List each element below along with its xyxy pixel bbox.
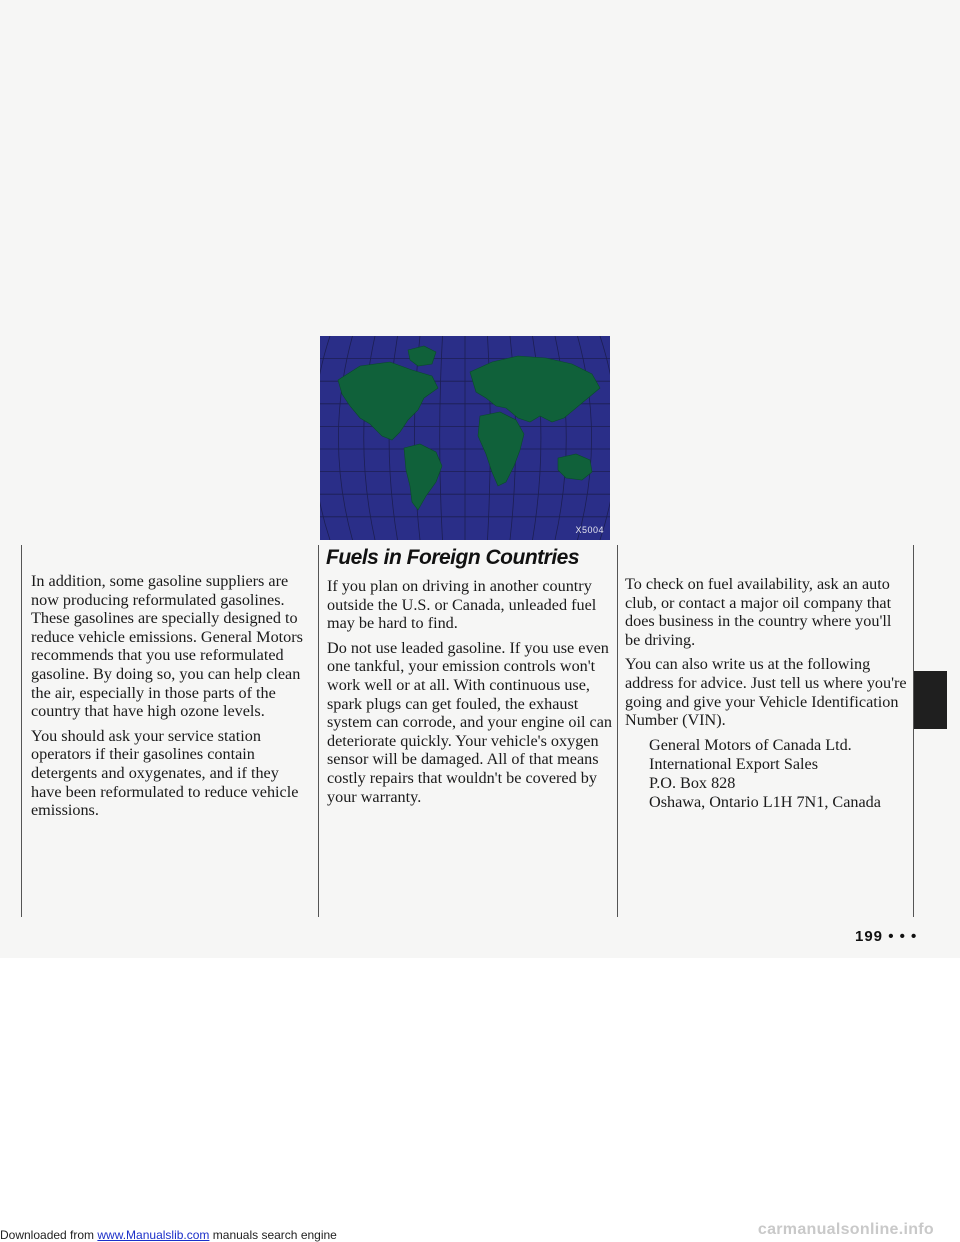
column-rule-mid-left	[318, 545, 319, 917]
address-line: General Motors of Canada Ltd.	[649, 735, 852, 754]
column-rule-right	[913, 545, 914, 917]
greenland-shape	[408, 346, 436, 366]
paragraph-ask-service-station: You should ask your service station operators if their gasolines contain detergents and oxygenates, and if they have been reformulated to reduce vehicle emissions.	[31, 726, 299, 820]
watermark-text: carmanualsonline.info	[757, 1221, 934, 1238]
column-3	[625, 575, 909, 812]
figure-code: X5004	[575, 525, 604, 535]
south-america-shape	[404, 444, 442, 510]
manualslib-link[interactable]: www.Manualslib.com	[97, 1228, 210, 1242]
africa-shape	[478, 412, 524, 486]
paragraph-leaded-gasoline-warning: Do not use leaded gasoline. If you use even one tankful, your emission controls won't work well or at all. With continuous use, spark plugs can get fouled, the exhaust system can corrode, and your engine oil can deteriorate quickly. Your vehicle's oxygen sensor will be damaged. All of that means costly repairs that wouldn't be covered by your warranty.	[327, 638, 612, 806]
world-map-figure	[320, 336, 610, 540]
mailing-address	[649, 736, 909, 812]
section-heading: Fuels in Foreign Countries	[326, 546, 580, 569]
address-line: International Export Sales	[649, 754, 819, 773]
meridian-line	[600, 336, 610, 540]
meridian-line	[320, 336, 330, 540]
address-line: Oshawa, Ontario L1H 7N1, Canada	[649, 792, 881, 811]
world-map-illustration	[320, 336, 610, 540]
paragraph-write-us: You can also write us at the following address for advice. Just tell us where you're going and give your Vehicle Identification Number (VIN).	[625, 655, 907, 730]
paragraph-reformulated-gasoline: In addition, some gasoline suppliers are now producing reformulated gasolines. These gasolines are specially designed to reduce vehicle emissions. General Motors recommends that you use reformulated gasoline. By doing so, you can help clean the air, especially in those parts of the country that have high ozone levels.	[31, 572, 303, 721]
meridian-line	[578, 336, 592, 540]
paragraph-foreign-driving: If you plan on driving in another country outside the U.S. or Canada, unleaded fuel may be hard to find.	[327, 577, 597, 633]
paragraph-fuel-availability: To check on fuel availability, ask an auto club, or contact a major oil company that does business in the country where you'll be driving.	[625, 575, 892, 649]
column-2	[327, 577, 612, 812]
australia-shape	[558, 454, 592, 480]
footer-prefix: Downloaded from	[0, 1228, 98, 1242]
eurasia-shape	[470, 356, 600, 422]
meridian-line	[440, 336, 443, 540]
column-1	[31, 572, 313, 826]
page-number: 199 • • •	[855, 928, 918, 945]
column-rule-left	[21, 545, 22, 917]
north-america-shape	[338, 362, 438, 440]
footer-suffix: manuals search engine	[209, 1228, 337, 1242]
column-rule-mid-right	[617, 545, 618, 917]
meridian-line	[338, 336, 352, 540]
address-line: P.O. Box 828	[649, 773, 736, 792]
section-tab-marker	[914, 671, 947, 729]
